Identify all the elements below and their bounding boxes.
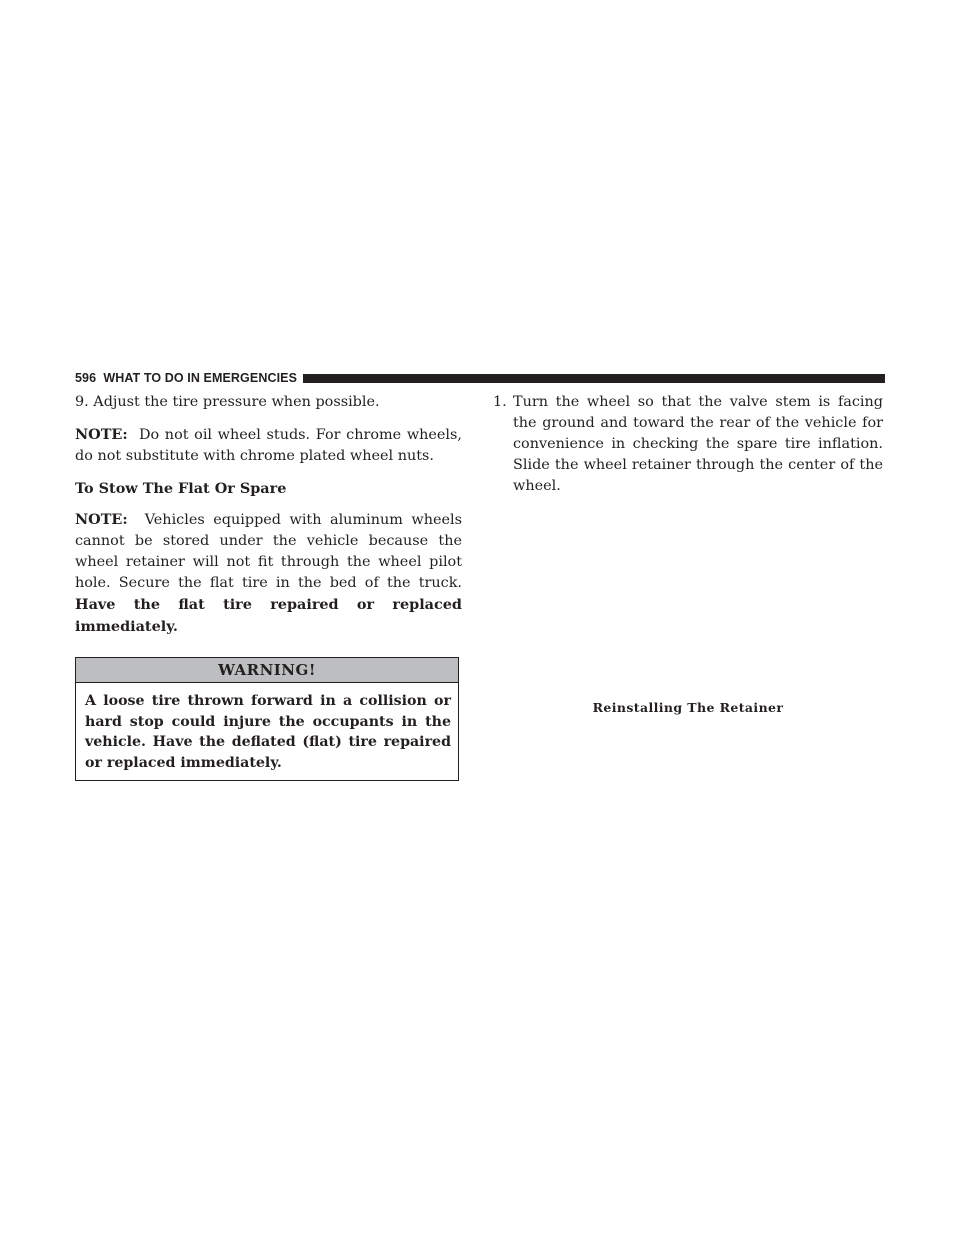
note-label: NOTE: [75, 511, 128, 528]
page-header [75, 370, 885, 386]
warning-title: WARNING! [76, 658, 458, 683]
note-label: NOTE: [75, 426, 128, 443]
left-column [75, 392, 462, 781]
subheading-stow: To Stow The Flat Or Spare [75, 480, 287, 497]
step-text: Turn the wheel so that the valve stem is facing the ground and toward the rear of the vehicle for convenience in checking the spare tire inflation. Slide the wheel retainer through the center of the wheel. [513, 394, 883, 494]
figure-image-placeholder [493, 480, 883, 690]
note-emphasis: Have the flat tire repaired or replaced immediately. [75, 596, 462, 635]
note-text: Do not oil wheel studs. For chrome wheels, do not substitute with chrome plated wheel nuts. [75, 427, 462, 464]
section-title: WHAT TO DO IN EMERGENCIES [103, 371, 298, 385]
step-9: 9. Adjust the tire pressure when possible. [75, 394, 380, 410]
warning-body: A loose tire thrown forward in a collision or hard stop could injure the occupants in the vehicle. Have the deflated (flat) tire repaired or replaced immediately. [85, 693, 451, 771]
note-aluminum-wheels [75, 509, 462, 638]
warning-box [75, 657, 459, 781]
page-number: 596 [75, 371, 97, 385]
header-bar [303, 374, 885, 383]
header-text [75, 371, 297, 385]
figure-caption: Reinstalling The Retainer [592, 700, 784, 715]
note-chrome-wheels [75, 424, 462, 467]
step-number: 1. [493, 394, 507, 410]
note-text: Vehicles equipped with aluminum wheels cannot be stored under the vehicle because the wheel retainer will not fit through the wheel pilot hole. Secure the flat tire in the bed of the truck. [75, 512, 462, 591]
